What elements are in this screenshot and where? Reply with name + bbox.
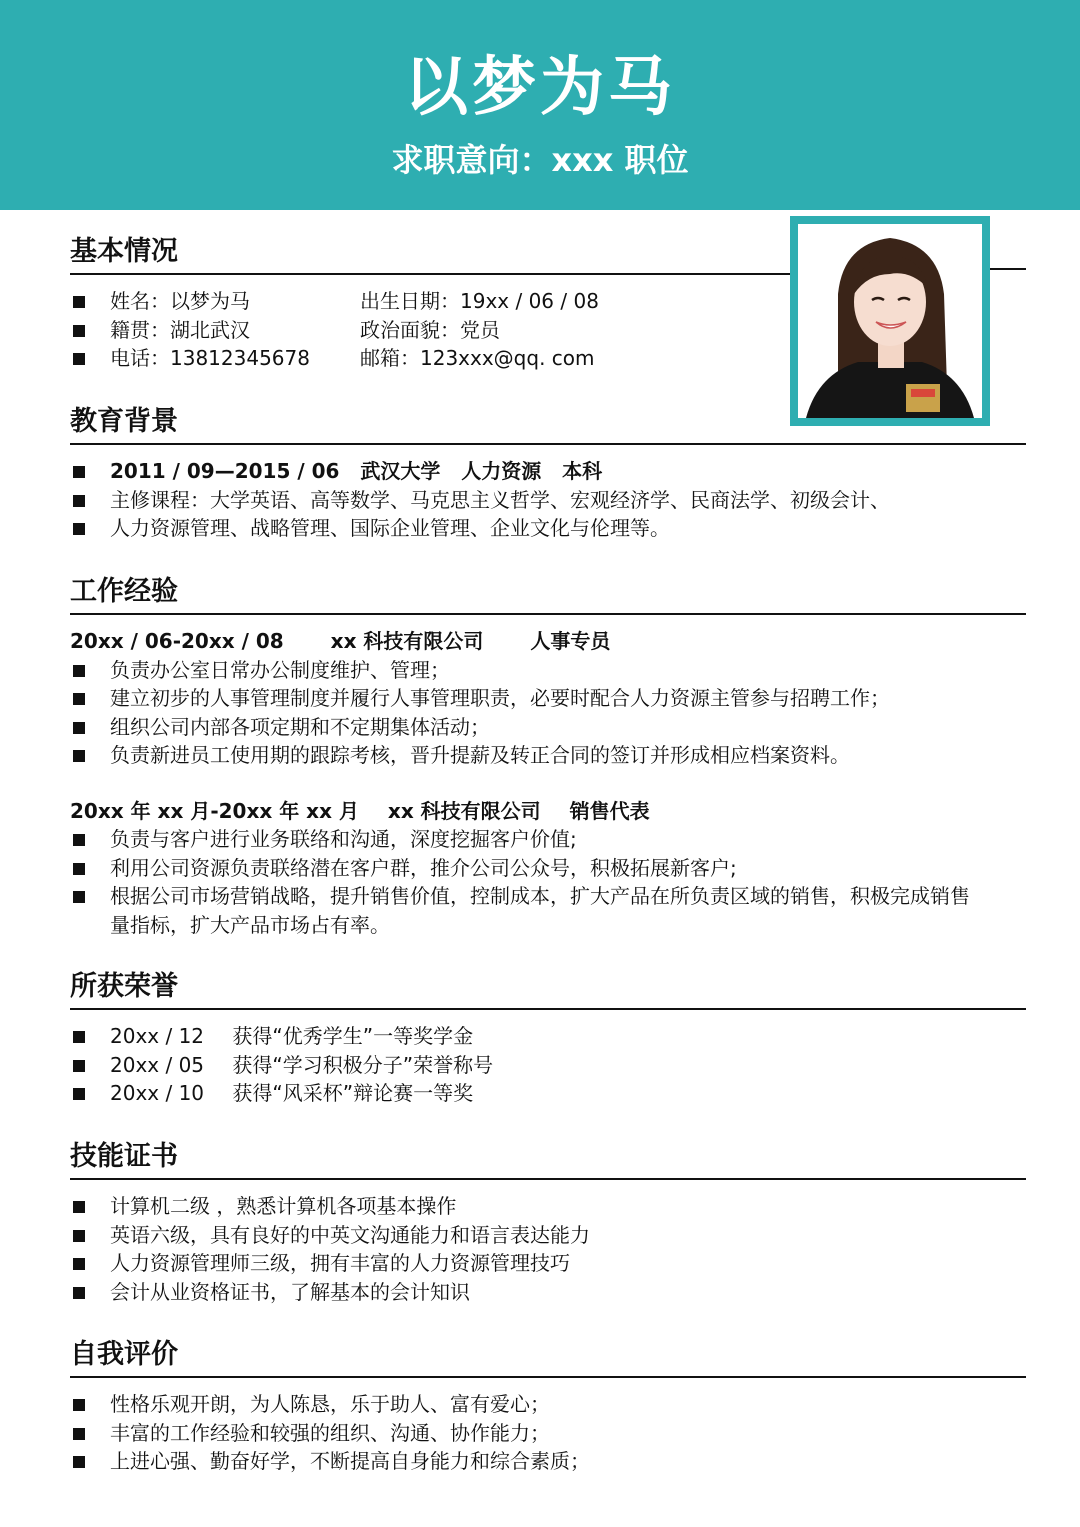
honor-date: 20xx / 10 [110,1081,205,1105]
bullet-icon [73,1399,85,1411]
job-period: 20xx / 06-20xx / 08 [70,629,284,653]
bullet-icon [73,495,85,507]
candidate-name: 以梦为马 [404,51,676,125]
bullet-icon [73,1031,85,1043]
list-item [70,486,1026,515]
list-item [70,316,1026,345]
bullet-icon [73,523,85,535]
phone-field: 电话：13812345678 [110,346,310,370]
evaluation-text: 丰富的工作经验和较强的组织、沟通、协作能力； [110,1420,550,1445]
bullet-icon [73,665,85,677]
bullet-icon [73,325,85,337]
course-text: 主修课程：大学英语、高等数学、马克思主义哲学、宏观经济学、民商法学、初级会计、 [110,487,890,512]
name-field: 姓名：以梦为马 [110,289,250,313]
duty-text: 根据公司市场营销战略，提升销售价值，控制成本，扩大产品在所负责区域的销售，积极完成销售量指标，扩大产品市场占有率。 [110,884,970,937]
bullet-icon [73,1088,85,1100]
list-item [70,825,1026,854]
list-item [70,457,1026,486]
evaluation-text: 上进心强、勤奋好学，不断提高自身能力和综合素质； [110,1449,590,1473]
bullet-icon [73,1287,85,1299]
list-item [70,713,1026,742]
job-position: 人事专员 [530,629,611,653]
evaluation-text: 性格乐观开朗，为人陈恳，乐于助人、富有爱心； [110,1392,550,1416]
title-underline-extension [990,268,1026,270]
basic-info-section [70,235,1026,373]
duty-text: 利用公司资源负责联络潜在客户群，推介公司公众号，积极拓展新客户; [110,855,737,880]
job-period: 20xx 年 xx 月-20xx 年 xx 月 [70,798,359,823]
honor-text: 获得“优秀学生”一等奖学金 [232,1024,474,1048]
honor-date: 20xx / 05 [110,1052,205,1077]
bullet-icon [73,834,85,846]
section-title: 教育背景 [70,405,1026,445]
list-item [70,854,1026,883]
skill-text: 计算机二级 ，熟悉计算机各项基本操作 [110,1194,457,1218]
honor-text: 获得“风采杯”辩论赛一等奖 [232,1081,474,1105]
skill-text: 人力资源管理师三级，拥有丰富的人力资源管理技巧 [110,1251,570,1275]
duty-text: 负责与客户进行业务联络和沟通，深度挖掘客户价值; [110,827,577,851]
duty-text: 负责新进员工使用期的跟踪考核，晋升提薪及转正合同的签订并形成相应档案资料。 [110,743,850,767]
section-title: 自我评价 [70,1338,1026,1378]
self-evaluation-section [70,1338,1026,1476]
job-company: xx 科技有限公司 [387,798,541,823]
list-item [70,882,970,939]
list-item [70,1419,1026,1448]
bullet-icon [73,750,85,762]
skills-section [70,1140,1026,1306]
education-headline: 2011 / 09—2015 / 06 武汉大学 人力资源 本科 [110,459,603,483]
honors-section [70,970,1026,1108]
email-field: 邮箱：123xxx@qq. com [360,346,595,370]
section-title: 基本情况 [70,235,790,275]
job-company: xx 科技有限公司 [330,629,484,653]
list-item [70,344,1026,373]
job-headline [70,627,1026,656]
bullet-icon [73,466,85,478]
list-item [70,656,1026,685]
section-title: 技能证书 [70,1140,1026,1180]
list-item [70,1079,1026,1108]
list-item [70,1192,1026,1221]
bullet-icon [73,296,85,308]
list-item [70,1390,1026,1419]
section-title: 所获荣誉 [70,970,1026,1010]
list-item [70,1249,1026,1278]
duty-text: 组织公司内部各项定期和不定期集体活动； [110,714,490,739]
bullet-icon [73,1456,85,1468]
bullet-icon [73,863,85,875]
duty-text: 建立初步的人事管理制度并履行人事管理职责，必要时配合人力资源主管参与招聘工作； [110,686,890,710]
bullet-icon [73,693,85,705]
education-section [70,405,1026,543]
honor-date: 20xx / 12 [110,1024,205,1048]
skill-text: 英语六级，具有良好的中英文沟通能力和语言表达能力 [110,1222,590,1247]
section-title: 工作经验 [70,575,1026,615]
course-text: 人力资源管理、战略管理、国际企业管理、企业文化与伦理等。 [110,516,670,540]
bullet-icon [73,1428,85,1440]
job-headline [70,797,1026,826]
list-item [70,1051,1026,1080]
work-section [70,575,1026,939]
birthdate-field: 出生日期：19xx / 06 / 08 [360,289,599,313]
list-item [70,287,1026,316]
list-item [70,1447,1026,1476]
bullet-icon [73,1258,85,1270]
bullet-icon [73,1230,85,1242]
political-status-field: 政治面貌：党员 [360,317,500,342]
list-item [70,684,1026,713]
bullet-icon [73,1060,85,1072]
list-item [70,741,1026,770]
duty-text: 负责办公室日常办公制度维护、管理； [110,657,450,682]
list-item [70,514,1026,543]
job-position: 销售代表 [569,798,650,823]
header-banner [0,0,1080,210]
list-item [70,1022,1026,1051]
job-intent: 求职意向：xxx 职位 [391,141,689,179]
honor-text: 获得“学习积极分子”荣誉称号 [232,1052,494,1077]
bullet-icon [73,891,85,903]
bullet-icon [73,1201,85,1213]
bullet-icon [73,722,85,734]
hometown-field: 籍贯：湖北武汉 [110,317,250,342]
list-item [70,1278,1026,1307]
bullet-icon [73,353,85,365]
list-item [70,1221,1026,1250]
skill-text: 会计从业资格证书，了解基本的会计知识 [110,1279,470,1304]
